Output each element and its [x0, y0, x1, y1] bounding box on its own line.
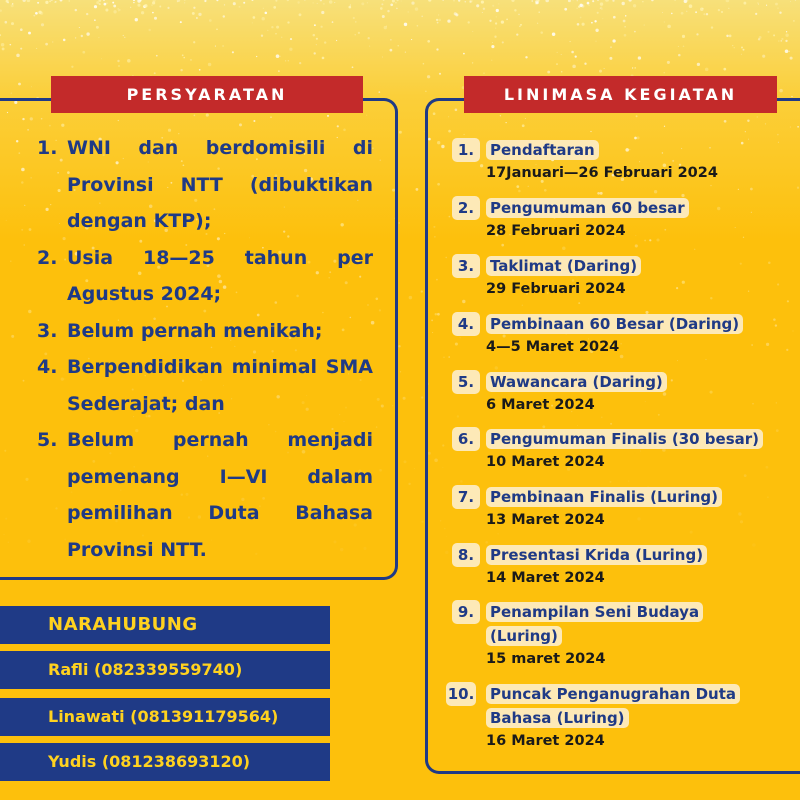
requirements-list	[37, 130, 373, 568]
timeline-number: 2.	[452, 196, 480, 220]
contact-title: NARAHUBUNG	[0, 606, 330, 644]
timeline-event: Pengumuman Finalis (30 besar)	[486, 429, 763, 449]
requirement-item	[37, 130, 373, 240]
timeline-event: Penampilan Seni Budaya (Luring)	[486, 602, 703, 646]
timeline-number: 6.	[452, 427, 480, 451]
requirement-text: Berpendidikan minimal SMA Sederajat; dan	[67, 356, 373, 415]
timeline-number: 1.	[452, 138, 480, 162]
contact-yudis: Yudis (081238693120)	[0, 743, 330, 781]
timeline-number: 7.	[452, 485, 480, 509]
requirement-text: Belum pernah menikah;	[67, 319, 323, 342]
requirement-item	[37, 422, 373, 568]
timeline-event: Pembinaan 60 Besar (Daring)	[486, 314, 743, 334]
timeline-date: 13 Maret 2024	[486, 512, 605, 528]
timeline-event: Wawancara (Daring)	[486, 372, 667, 392]
requirement-number: 2.	[37, 246, 58, 269]
timeline-event: Taklimat (Daring)	[486, 256, 641, 276]
timeline-number: 5.	[452, 370, 480, 394]
requirement-item	[37, 313, 373, 350]
timeline-date: 17Januari—26 Februari 2024	[486, 165, 718, 181]
timeline-event: Pendaftaran	[486, 140, 599, 160]
requirement-number: 4.	[37, 356, 58, 378]
contact-linawati: Linawati (081391179564)	[0, 698, 330, 736]
timeline-date: 15 maret 2024	[486, 651, 606, 667]
timeline-event: Presentasi Krida (Luring)	[486, 545, 707, 565]
timeline-title: LINIMASA KEGIATAN	[464, 76, 777, 113]
requirement-number: 1.	[37, 137, 58, 159]
timeline-date: 4—5 Maret 2024	[486, 339, 620, 355]
timeline-event: Pengumuman 60 besar	[486, 198, 689, 218]
timeline-number: 9.	[452, 600, 480, 624]
requirement-text: WNI dan berdomisili di Provinsi NTT (dibuktikan dengan KTP);	[67, 137, 373, 232]
timeline-date: 10 Maret 2024	[486, 454, 605, 470]
timeline-date: 29 Februari 2024	[486, 281, 626, 297]
timeline-number: 10.	[446, 682, 476, 706]
requirement-item	[37, 240, 373, 313]
requirements-title: PERSYARATAN	[51, 76, 363, 113]
timeline-event: Puncak Penganugrahan Duta Bahasa (Luring)	[486, 684, 740, 728]
requirement-number: 3.	[37, 319, 58, 342]
timeline-number: 4.	[452, 312, 480, 336]
timeline-number: 8.	[452, 543, 480, 567]
timeline-date: 16 Maret 2024	[486, 733, 605, 749]
requirement-text: Usia 18—25 tahun per Agustus 2024;	[67, 246, 373, 305]
timeline-number: 3.	[452, 254, 480, 278]
requirement-text: Belum pernah menjadi pemenang I—VI dalam pemilihan Duta Bahasa Provinsi NTT.	[67, 429, 373, 561]
contact-rafli: Rafli (082339559740)	[0, 651, 330, 689]
timeline-event: Pembinaan Finalis (Luring)	[486, 487, 722, 507]
timeline-date: 6 Maret 2024	[486, 397, 595, 413]
requirement-number: 5.	[37, 429, 58, 451]
timeline-date: 28 Februari 2024	[486, 223, 626, 239]
requirement-item	[37, 349, 373, 422]
timeline-date: 14 Maret 2024	[486, 570, 605, 586]
